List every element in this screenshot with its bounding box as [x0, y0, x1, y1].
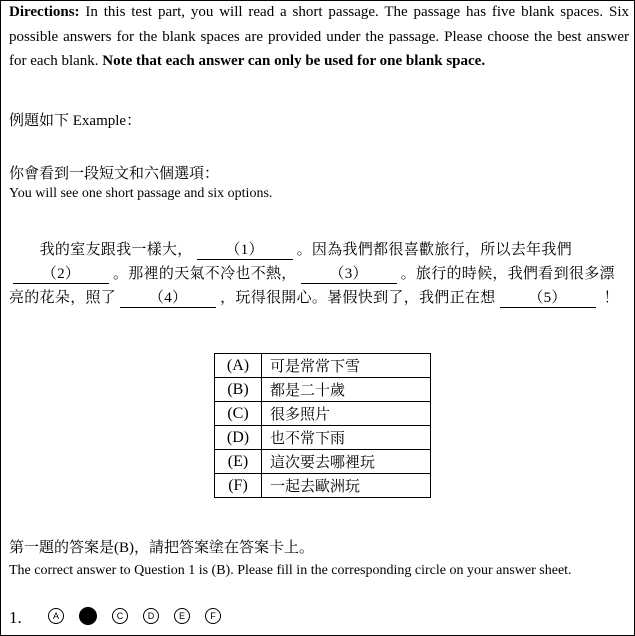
answer-bubble-d[interactable]: D: [143, 608, 159, 624]
answer-bubble-c[interactable]: C: [112, 608, 128, 624]
options-table: [214, 353, 431, 498]
option-row: [215, 354, 431, 378]
intro-chinese: 你會看到一段短文和六個選項：: [9, 166, 220, 182]
directions-note: Note that each answer can only be used for one blank space.: [102, 53, 486, 69]
passage: [9, 238, 629, 310]
option-text: 也不常下雨: [262, 426, 431, 450]
question-number: 1.: [9, 608, 22, 627]
option-letter: (C): [215, 402, 262, 426]
option-letter: (A): [215, 354, 262, 378]
passage-text: 我的室友跟我一樣大，: [39, 242, 193, 258]
answer-bubble-f[interactable]: F: [205, 608, 221, 624]
answer-bubbles: [48, 608, 236, 625]
passage-text: ，玩得很開心。暑假快到了，我們正在想: [220, 290, 496, 306]
passage-text: 。因為我們都很喜歡旅行，所以去年我們: [296, 242, 573, 258]
option-letter: (D): [215, 426, 262, 450]
option-text: 這次要去哪裡玩: [262, 450, 431, 474]
option-row: [215, 402, 431, 426]
option-row: [215, 426, 431, 450]
answer-bubble-e[interactable]: E: [174, 608, 190, 624]
example-label: 例題如下 Example：: [9, 113, 142, 129]
option-row: [215, 378, 431, 402]
directions: [9, 0, 629, 74]
passage-text: ！: [603, 290, 619, 306]
directions-body: In this test part, you will read a short passage. The passage has five blank spaces. Six possible answers for the blank spaces are provided under the passage. Please choose the best answer for each blank.: [9, 4, 629, 69]
answer-bubble-a[interactable]: A: [48, 608, 64, 624]
blank-5: （5）: [500, 290, 596, 308]
option-letter: (F): [215, 474, 262, 498]
option-letter: (B): [215, 378, 262, 402]
answer-explanation-chinese: 第一題的答案是(B)，請把答案塗在答案卡上。: [9, 540, 314, 556]
option-text: 很多照片: [262, 402, 431, 426]
blank-3: （3）: [301, 266, 397, 284]
option-row: [215, 474, 431, 498]
blank-2: （2）: [13, 266, 109, 284]
option-text: 都是二十歲: [262, 378, 431, 402]
passage-text: 。旅行的時候，我們看到很多漂亮的花朵，照了: [9, 266, 615, 306]
option-letter: (E): [215, 450, 262, 474]
passage-text: 。那裡的天氣不冷也不熱，: [113, 266, 297, 282]
directions-heading: Directions:: [9, 4, 80, 20]
answer-explanation-english: The correct answer to Question 1 is (B). Please fill in the corresponding circle on your answer sheet.: [9, 563, 572, 578]
option-text: 可是常常下雪: [262, 354, 431, 378]
blank-1: （1）: [197, 242, 293, 260]
option-row: [215, 450, 431, 474]
blank-4: （4）: [120, 290, 216, 308]
answer-bubble-b[interactable]: B: [79, 607, 97, 625]
intro-english: You will see one short passage and six options.: [9, 186, 273, 201]
option-text: 一起去歐洲玩: [262, 474, 431, 498]
